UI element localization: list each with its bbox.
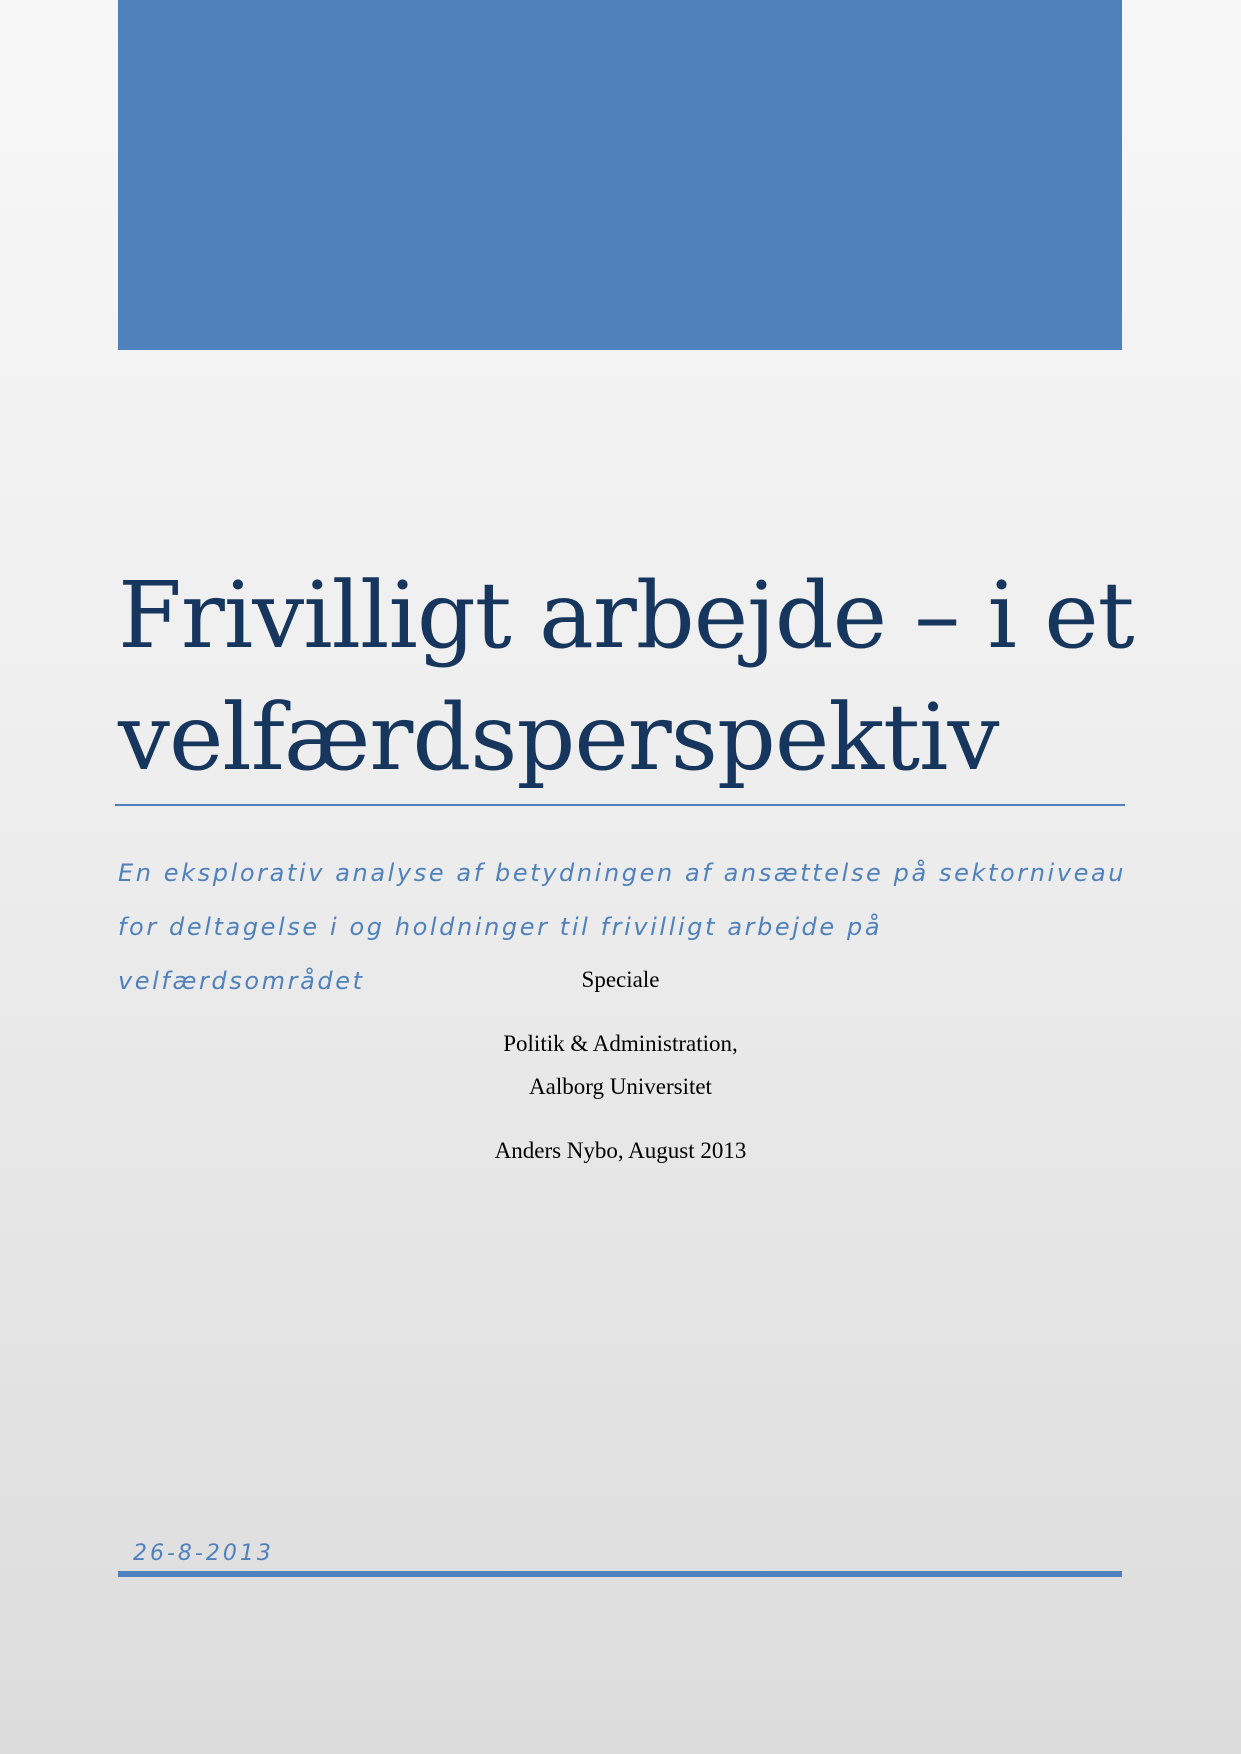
- footer-bar: [118, 1571, 1122, 1577]
- title-divider: [115, 804, 1125, 806]
- title-line-2: velfærdsperspektiv: [118, 684, 999, 791]
- publish-date: 26-8-2013: [133, 1541, 274, 1566]
- document-type: Speciale: [581, 967, 660, 992]
- program-name: Politik & Administration,: [503, 1031, 738, 1056]
- header-color-block: [118, 0, 1122, 350]
- title-line-1: Frivilligt arbejde – i et: [118, 562, 1134, 669]
- author-date: Anders Nybo, August 2013: [494, 1138, 747, 1163]
- document-subtitle: En eksplorativ analyse af betydningen af ansættelse på sektorniveau for deltagelse i og holdninger til frivilligt arbejde på velfærdsområdet: [118, 859, 1127, 995]
- university-name: Aalborg Universitet: [529, 1074, 712, 1099]
- document-title: [118, 555, 1138, 799]
